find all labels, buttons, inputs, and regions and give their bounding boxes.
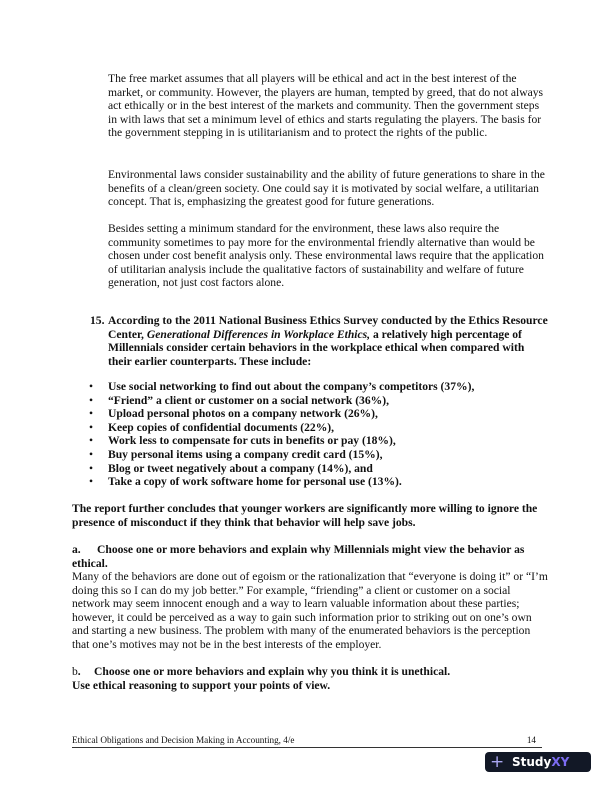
bullet-icon: • bbox=[89, 434, 94, 448]
part-b-prompt-line1: Choose one or more behaviors and explain why you think it is unethical. bbox=[94, 665, 451, 678]
behaviors-list bbox=[86, 380, 556, 489]
question-text-before: According to the 2011 National Business Ethics Survey conducted by the Ethics Resource Center, bbox=[108, 314, 548, 341]
list-item bbox=[86, 407, 556, 421]
part-a-letter: a. bbox=[72, 543, 81, 556]
part-b-prompt-line2: Use ethical reasoning to support your points of view. bbox=[72, 678, 331, 692]
behavior-text: Work less to compensate for cuts in benefits or pay (18%), bbox=[108, 434, 396, 448]
brand-main: Study bbox=[512, 755, 552, 769]
brand-accent: XY bbox=[551, 755, 570, 769]
paragraph-environmental-laws: Environmental laws consider sustainability and the ability of future generations to share in the benefits of a clean/green society. One could say it is motivated by social welfare, a utilitarian concept. That is, emphasizing the greatest good for future generations. bbox=[108, 168, 545, 209]
part-a-prompt bbox=[72, 543, 548, 570]
list-item bbox=[86, 380, 556, 394]
question-text bbox=[108, 314, 548, 368]
behavior-text: Upload personal photos on a company network (26%), bbox=[108, 407, 378, 421]
plus-icon: + bbox=[490, 752, 505, 772]
bullet-icon: • bbox=[89, 475, 94, 489]
list-item bbox=[86, 434, 556, 448]
behavior-text: “Friend” a client or customer on a social network (36%), bbox=[108, 393, 390, 407]
bullet-icon: • bbox=[89, 420, 94, 434]
behavior-text: Use social networking to find out about the company’s competitors (37%), bbox=[108, 380, 475, 393]
brand-logo-text bbox=[512, 755, 569, 769]
bullet-icon: • bbox=[89, 407, 94, 421]
bullet-icon: • bbox=[89, 393, 94, 407]
list-item bbox=[86, 462, 556, 476]
behavior-text: Take a copy of work software home for personal use (13%). bbox=[108, 475, 402, 489]
part-a-answer: Many of the behaviors are done out of egoism or the rationalization that “everyone is doing it” or “I’m doing this so I can do my job better.” For example, “friending” a client or customer on a social network may seem innocent enough and a way to learn valuable information about these parties; however, it could be perceived as a way to gain such information prior to striking out on one’s own and starting a new business. The problem with many of the enumerated behaviors is the perception that one’s motives may not be in the best interests of the employer. bbox=[72, 570, 548, 651]
behavior-text: Buy personal items using a company credit card (15%), bbox=[108, 447, 383, 461]
part-b-letter-dot: . bbox=[77, 665, 81, 678]
studyxy-badge[interactable] bbox=[485, 752, 591, 772]
footer-book-title: Ethical Obligations and Decision Making in Accounting, 4/e bbox=[72, 735, 295, 745]
list-item bbox=[86, 394, 556, 408]
list-item bbox=[86, 475, 556, 489]
behavior-text: Blog or tweet negatively about a company (14%), and bbox=[108, 461, 373, 475]
list-item bbox=[86, 421, 556, 435]
bullet-icon: • bbox=[89, 461, 94, 475]
part-a-prompt-text: Choose one or more behaviors and explain why Millennials might view the behavior as ethical. bbox=[72, 543, 525, 570]
page-footer bbox=[72, 735, 542, 748]
behavior-text: Keep copies of confidential documents (22%), bbox=[108, 420, 335, 434]
question-number: 15. bbox=[90, 314, 105, 327]
question-text-after: a relatively high percentage of Millennials consider certain behaviors in the workplace ethical when compared with their earlier counterparts. These include: bbox=[108, 327, 525, 368]
paragraph-minimum-standard: Besides setting a minimum standard for the environment, these laws also require the community sometimes to pay more for the environmental friendly alternative than would be chosen under cost benefit analysis only. These environmental laws require that the application of utilitarian analysis include the qualitative factors of sustainability and welfare of future generation, not just cost factors alone. bbox=[108, 222, 544, 290]
list-item bbox=[86, 448, 556, 462]
bullet-icon: • bbox=[89, 447, 94, 461]
part-b-letter-char: b bbox=[72, 665, 78, 678]
paragraph-free-market: The free market assumes that all players will be ethical and act in the best interest of the market, or community. However, the players are human, tempted by greed, that do not always act ethically or in the best interest of the markets and community. Then the government steps in with laws that set a minimum level of ethics and starts regulating the players. The basis for the government stepping in is utilitarianism and to protect the rights of the public. bbox=[108, 72, 544, 140]
page-number: 14 bbox=[526, 735, 536, 745]
report-conclusion: The report further concludes that younger workers are significantly more willing to ignore the presence of misconduct if they think that behavior will help save jobs. bbox=[72, 502, 538, 529]
part-b-letter bbox=[72, 665, 94, 679]
survey-title: Generational Differences in Workplace Ethics, bbox=[146, 327, 371, 341]
part-b-prompt bbox=[72, 665, 548, 692]
bullet-icon: • bbox=[89, 380, 94, 393]
